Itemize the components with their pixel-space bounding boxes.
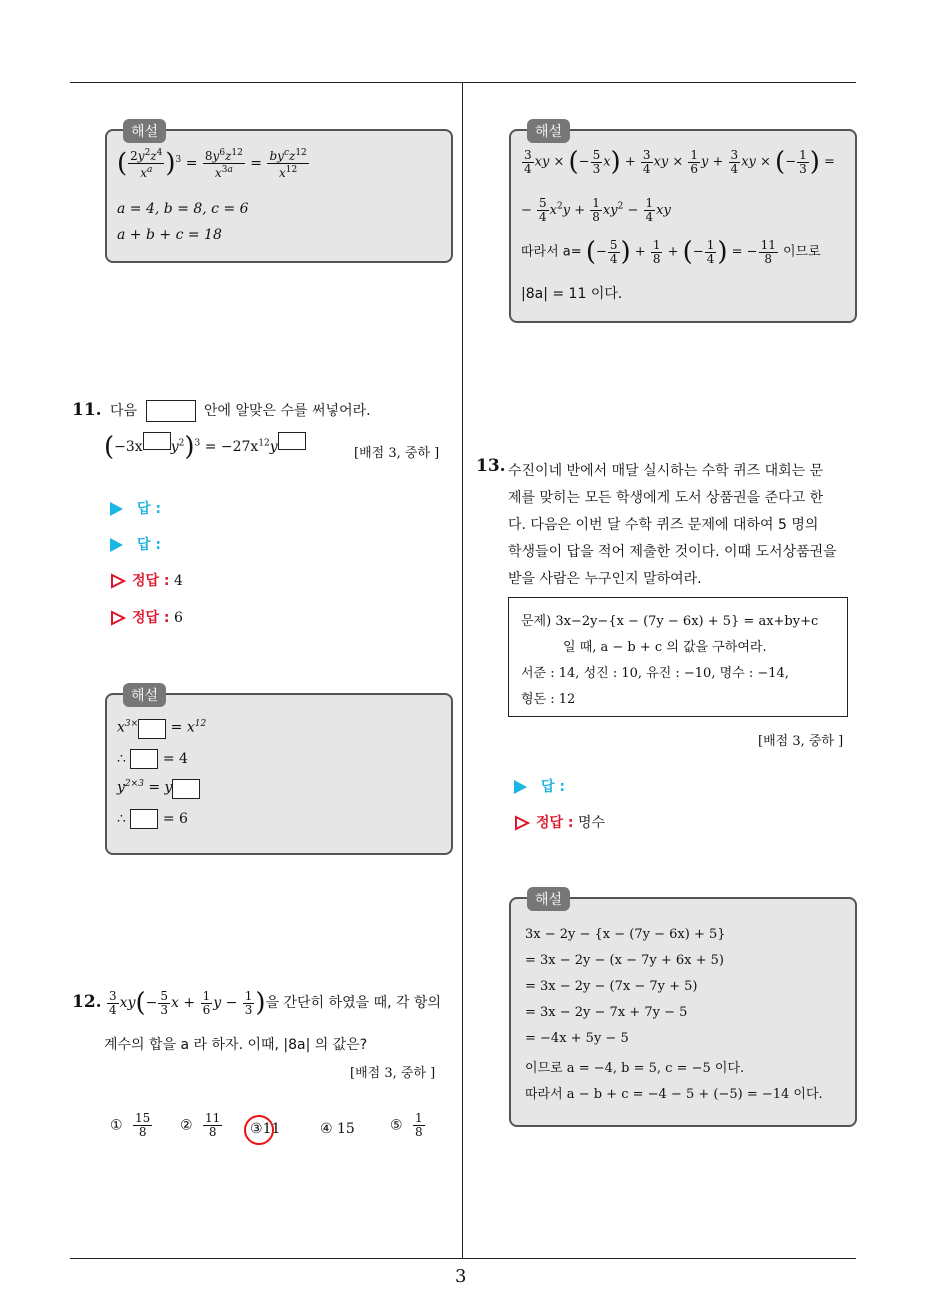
- outline-triangle-icon: [110, 573, 126, 589]
- question-11-equation: (−3x $y^2)^3 = -27x^{12}y$: [104, 432, 306, 462]
- question-12: 12. $\frac{3}{4}$ xy(− $\frac{5}{3}$ x + $\frac{1}{6}$ y − $\frac{1}{3}$ )을 간단히 하였을 때, 각 항의: [72, 988, 442, 1018]
- correct-value: 6: [173, 610, 183, 626]
- solution-box-q13: [509, 892, 857, 1127]
- question-number: 13.: [476, 456, 506, 476]
- choice-4[interactable]: ④ 15: [320, 1121, 355, 1137]
- answer-label: 답 :: [541, 779, 565, 795]
- solution-line: 따라서 a − b + c = −4 − 5 + (−5) = −14 이다.: [525, 1087, 823, 1102]
- correct-value: 명수: [577, 815, 606, 831]
- solution-box-q11: [105, 688, 453, 855]
- solution-tag: 해설: [527, 887, 570, 911]
- question-text-line: 학생들이 답을 적어 제출한 것이다. 이때 도서상품권을: [508, 544, 837, 560]
- eq-mid: y: [170, 439, 179, 455]
- question-13-score: [배점 3, 중하 ]: [758, 734, 844, 749]
- top-rule: [70, 82, 856, 83]
- answer-label: 답 :: [137, 501, 161, 517]
- solution-eq-2: − $\frac{5}{4}$ $x^2y$ + $\frac{1}{8}$ $xy^2$ − $\frac{1}{4}$ xy: [521, 196, 671, 224]
- question-12-line2: 계수의 합을 a 라 하자. 이때, |8a| 의 값은?: [104, 1037, 368, 1053]
- eq-right: = −27x: [200, 439, 259, 455]
- choice-3[interactable]: ③11: [250, 1121, 281, 1137]
- blank-exponent-y[interactable]: [278, 432, 306, 450]
- solution-line-4: |8a| = 11 이다.: [521, 286, 623, 302]
- question-text-line: 수진이네 반에서 매달 실시하는 수학 퀴즈 대회는 문: [508, 463, 824, 479]
- solution-line-2: a = 4, b = 8, c = 6: [117, 201, 249, 217]
- solution-line-1: $x^{3\times} = x^{12}$: [117, 719, 206, 739]
- play-icon: [110, 538, 123, 552]
- solution-eq-1: ( $\frac{2y^2z^4}{x^a}$ )$^3$ = $\frac{8y^6z^{12}}{x^{3a}}$ = $\frac{by^cz^{12}}{x^{12}}$: [117, 148, 307, 180]
- solution-line: 이므로 a = −4, b = 5, c = −5 이다.: [525, 1061, 745, 1076]
- choice-2[interactable]: ② $\frac{11}{8}$: [180, 1111, 221, 1139]
- question-11-score: [배점 3, 중하 ]: [354, 446, 440, 461]
- question-text-b: 안에 알맞은 수를 써넣어라.: [204, 403, 371, 419]
- solution-line: = 3x − 2y − (7x − 7y + 5): [525, 979, 698, 994]
- correct-answer-row: [514, 812, 605, 832]
- problem-box: [508, 597, 848, 717]
- question-text-line: 다. 다음은 이번 달 수학 퀴즈 문제에 대하여 5 명의: [508, 517, 819, 533]
- question-text: 을 간단히 하였을 때, 각 항의: [265, 995, 442, 1011]
- play-icon: [110, 502, 123, 516]
- question-text-line: 받을 사람은 누구인지 말하여라.: [508, 571, 702, 587]
- solution-line-2: ∴ = 4: [117, 751, 188, 767]
- question-number: 12.: [72, 992, 102, 1012]
- page-number: 3: [455, 1266, 467, 1287]
- solution-tag: 해설: [527, 119, 570, 143]
- correct-label: 정답 :: [132, 610, 170, 626]
- solution-eq-1: $\frac{3}{4}$ xy × (− $\frac{5}{3}$ x) + $\frac{3}{4}$ xy × $\frac{1}{6}$ y + $\frac{3}{4}$ xy × (− $\frac{1}{3}$ ) =: [524, 147, 835, 177]
- problem-line: 서준 : 14, 성진 : 10, 유진 : −10, 명수 : −14,: [521, 666, 789, 681]
- question-number: 11.: [72, 400, 102, 420]
- eq-right2: y: [269, 439, 278, 455]
- outline-triangle-icon: [514, 815, 530, 831]
- solution-line: = −4x + 5y − 5: [525, 1031, 629, 1046]
- solution-line: 3x − 2y − {x − (7y − 6x) + 5}: [525, 927, 726, 942]
- solution-tag: 해설: [123, 119, 166, 143]
- solution-box-q10: [105, 124, 453, 263]
- question-11: [72, 400, 457, 422]
- solution-eq-3: 따라서 a= (− $\frac{5}{4}$ ) + $\frac{1}{8}$ + (− $\frac{1}{4}$ ) = − $\frac{11}{8}$ 이므로: [521, 237, 821, 267]
- answer-label: 답 :: [137, 537, 161, 553]
- solution-box-q12: [509, 124, 857, 323]
- solution-line-3: a + b + c = 18: [117, 227, 222, 243]
- correct-value: 4: [173, 573, 183, 589]
- correct-label: 정답 :: [536, 815, 574, 831]
- solution-line-3: $y^{2\times 3} = y$: [117, 779, 200, 799]
- correct-answer-row-2: [110, 607, 183, 627]
- bottom-rule: [70, 1258, 856, 1259]
- solution-line-4: ∴ = 6: [117, 811, 188, 827]
- solution-tag: 해설: [123, 683, 166, 707]
- outline-triangle-icon: [110, 610, 126, 626]
- problem-line: 문제) 3x−2y−{x − (7y − 6x) + 5} = ax+by+c: [521, 614, 819, 629]
- solution-line: = 3x − 2y − (x − 7y + 6x + 5): [525, 953, 724, 968]
- selected-circle-mark: [244, 1115, 274, 1145]
- question-text-line: 제를 맞히는 모든 학생에게 도서 상품권을 준다고 한: [508, 490, 824, 506]
- answer-input-row[interactable]: [514, 776, 565, 796]
- answer-input-row-2[interactable]: [110, 534, 161, 554]
- problem-line: 일 때, a − b + c 의 값을 구하여라.: [563, 640, 767, 655]
- play-icon: [514, 780, 527, 794]
- choice-5[interactable]: ⑤ $\frac{1}{8}$: [390, 1111, 423, 1139]
- blank-exponent-x[interactable]: [143, 432, 171, 450]
- column-divider: [462, 83, 463, 1259]
- question-12-score: [배점 3, 중하 ]: [350, 1066, 436, 1081]
- question-text-a: 다음: [110, 403, 138, 419]
- correct-answer-row-1: [110, 570, 183, 590]
- eq-left: −3x: [114, 439, 143, 455]
- correct-label: 정답 :: [132, 573, 170, 589]
- answer-input-row-1[interactable]: [110, 498, 161, 518]
- answer-blank[interactable]: [146, 400, 196, 422]
- problem-line: 형돈 : 12: [521, 692, 576, 707]
- choice-1[interactable]: ① $\frac{15}{8}$: [110, 1111, 151, 1139]
- solution-line: = 3x − 2y − 7x + 7y − 5: [525, 1005, 688, 1020]
